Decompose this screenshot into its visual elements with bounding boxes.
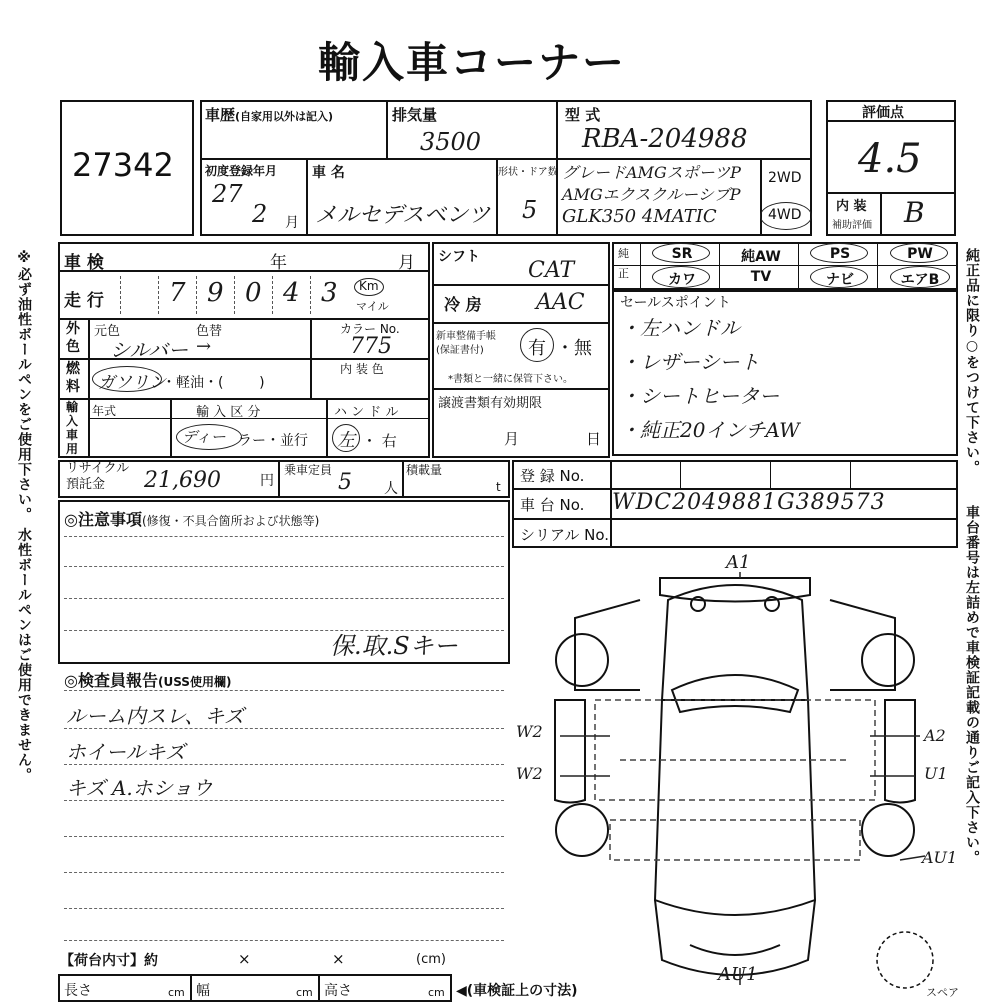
page-title: 輸入車コーナー xyxy=(318,38,627,87)
shift-value: CAT xyxy=(528,258,575,283)
length-label: 長さ xyxy=(64,983,92,999)
mileage-digit: 7 xyxy=(169,278,186,308)
car-name-label: 車 名 xyxy=(312,165,345,181)
ton-label: t xyxy=(496,480,501,494)
right-side-note-top: 純正品に限り○をつけて下さい。 xyxy=(964,248,980,475)
import-type-options: ラー・並行 xyxy=(238,433,308,449)
handle-right-option: ・ 右 xyxy=(362,432,397,450)
mark-rear: AU1 xyxy=(718,964,758,985)
handle-label: ハ ン ド ル xyxy=(334,405,399,420)
handle-value: 左 xyxy=(337,430,355,451)
equipment-item: 純AW xyxy=(741,249,781,265)
interior-sub-label: 補助評価 xyxy=(832,220,872,231)
height-label: 高さ xyxy=(324,983,352,999)
fuel-label: 燃 料 xyxy=(66,361,80,395)
doors-label: 形状・ドア数 xyxy=(498,167,558,178)
right-side-note-bottom: 車台番号は左詰めで車検証記載の通りご記入下さい。 xyxy=(964,505,980,865)
ac-label: 冷 房 xyxy=(444,295,482,314)
mark-left-2: W2 xyxy=(516,764,543,783)
load-label: 積載量 xyxy=(406,463,443,477)
equipment-side-label: 純 正 xyxy=(618,247,629,280)
first-reg-month: 2 xyxy=(252,200,268,228)
int-color-label: 内 装 色 xyxy=(340,362,384,376)
sales-point-item: ・純正20インチAW xyxy=(620,418,800,442)
sales-point-item: ・シートヒーター xyxy=(620,384,780,408)
ac-value: AAC xyxy=(536,290,585,315)
lot-number: 27342 xyxy=(72,146,174,184)
equipment-item: SR xyxy=(671,246,693,262)
transfer-day-label: 日 xyxy=(586,430,602,448)
orig-color-value: シルバー xyxy=(110,338,189,362)
mileage-digit: 4 xyxy=(283,278,300,308)
equipment-item: PW xyxy=(907,246,933,262)
transfer-month-label: 月 xyxy=(504,430,520,448)
person-label: 人 xyxy=(384,481,398,497)
equipment-item: PS xyxy=(829,246,851,262)
grade-line-2: AMGエクスクルーシブP xyxy=(562,185,741,204)
displacement-label: 排気量 xyxy=(392,106,438,124)
serial-no-label: シリアル No. xyxy=(520,526,610,544)
warranty-note: *書類と一緒に保管下さい。 xyxy=(448,374,573,385)
height-cm: cm xyxy=(428,986,445,999)
import-car-label: 輸 入 車 用 xyxy=(66,400,79,456)
fuel-options: ・軽油・( ) xyxy=(162,375,265,391)
inspector-line: ルーム内スレ、キズ xyxy=(66,704,244,728)
cargo-cm: (cm) xyxy=(416,952,446,967)
grade-line-1: グレードAMGスポーツP xyxy=(562,163,741,182)
sales-point-item: ・左ハンドル xyxy=(620,316,740,340)
arrow-left-icon: ◀ xyxy=(456,983,467,999)
car-name-value: メルセデスベンツ xyxy=(315,203,491,228)
mark-front: A1 xyxy=(726,552,751,573)
equipment-item: エアB xyxy=(900,272,940,288)
equipment-item: カワ xyxy=(668,272,696,288)
shift-label: シフト xyxy=(438,249,480,265)
mileage-digit: 0 xyxy=(245,278,262,308)
inspector-line: ホイールキズ xyxy=(66,740,186,764)
length-cm: cm xyxy=(168,986,185,999)
repaint-value: → xyxy=(196,336,212,357)
model-year-label: 年式 xyxy=(92,404,117,418)
orig-color-label: 元色 xyxy=(94,324,121,339)
interior-grade: B xyxy=(904,196,925,229)
reg-no-label: 登 録 No. xyxy=(520,467,585,485)
mark-right-3: AU1 xyxy=(922,848,958,867)
mile-label: マイル xyxy=(356,300,389,313)
chassis-no-value: WDC2049881G389573 xyxy=(612,490,886,515)
equipment-item: ナビ xyxy=(826,272,854,288)
import-type-label: 輸 入 区 分 xyxy=(196,405,261,420)
inspector-label: ◎検査員報告(USS使用欄) xyxy=(64,671,232,690)
shaken-month-label: 月 xyxy=(398,253,415,273)
width-cm: cm xyxy=(296,986,313,999)
score-value: 4.5 xyxy=(858,136,922,182)
doors-value: 5 xyxy=(522,196,538,224)
interior-label: 内 装 xyxy=(836,199,867,214)
left-side-note: ※必ず油性ボールペンをご使用下さい。 水性ボールペンはご使用できません。 xyxy=(16,250,32,783)
repaint-label: 色替 xyxy=(196,324,223,339)
spare-label: スペア xyxy=(926,986,959,999)
inspector-line: キズ A.ホショウ xyxy=(66,776,213,800)
displacement-value: 3500 xyxy=(420,128,482,156)
color-no-label: カラー No. xyxy=(340,322,400,336)
shaken-year-label: 年 xyxy=(270,253,287,273)
mileage-digit: 9 xyxy=(207,278,224,308)
chassis-no-label: 車 台 No. xyxy=(520,496,585,514)
caution-note: 保.取.Sキー xyxy=(330,632,458,660)
sales-point-item: ・レザーシート xyxy=(620,350,760,374)
mileage-digit: 3 xyxy=(321,278,338,308)
ext-color-label: 外 色 xyxy=(66,321,80,355)
history-label: 車歴(自家用以外は記入) xyxy=(205,106,334,124)
first-reg-label: 初度登録年月 xyxy=(205,164,278,178)
first-reg-month-label: 月 xyxy=(285,215,299,231)
score-label: 評価点 xyxy=(862,105,904,121)
warranty-yes: 有 xyxy=(528,338,546,359)
fuel-value: ガソリン xyxy=(98,373,166,393)
km-label: Km xyxy=(359,279,379,293)
cargo-label: 【荷台内寸】約 xyxy=(60,953,158,969)
recycle-value: 21,690 xyxy=(144,468,221,493)
capacity-value: 5 xyxy=(338,470,352,495)
transfer-label: 譲渡書類有効期限 xyxy=(438,396,543,411)
two-wd-label: 2WD xyxy=(768,170,802,186)
shaken-label: 車 検 xyxy=(64,253,104,273)
equipment-item: TV xyxy=(750,269,772,285)
cargo-x1: × xyxy=(238,950,251,968)
first-reg-year: 27 xyxy=(212,180,243,208)
color-no-value: 775 xyxy=(350,334,392,359)
model-code-value: RBA-204988 xyxy=(582,124,748,154)
mark-left-1: W2 xyxy=(516,722,543,741)
warranty-opts: ・無 xyxy=(556,338,592,359)
capacity-label: 乗車定員 xyxy=(284,463,333,477)
recycle-label: リサイクル 預託金 xyxy=(66,461,130,492)
width-label: 幅 xyxy=(196,983,210,999)
mark-right-1: A2 xyxy=(924,726,946,745)
mark-right-2: U1 xyxy=(924,764,948,783)
four-wd-label: 4WD xyxy=(768,207,802,223)
grade-line-3: GLK350 4MATIC xyxy=(562,206,717,227)
mileage-label: 走 行 xyxy=(64,291,104,311)
sales-point-label: セールスポイント xyxy=(620,295,731,311)
cargo-x2: × xyxy=(332,950,345,968)
caution-label: ◎注意事項(修復・不具合箇所および状態等) xyxy=(64,510,320,529)
warranty-label: 新車整備手帳 (保証書付) xyxy=(436,331,496,356)
yen-label: 円 xyxy=(260,473,274,489)
shaken-dims-label: ◀(車検証上の寸法) xyxy=(456,983,578,999)
model-code-label: 型 式 xyxy=(565,106,601,124)
import-type-value: ディー xyxy=(182,428,226,446)
